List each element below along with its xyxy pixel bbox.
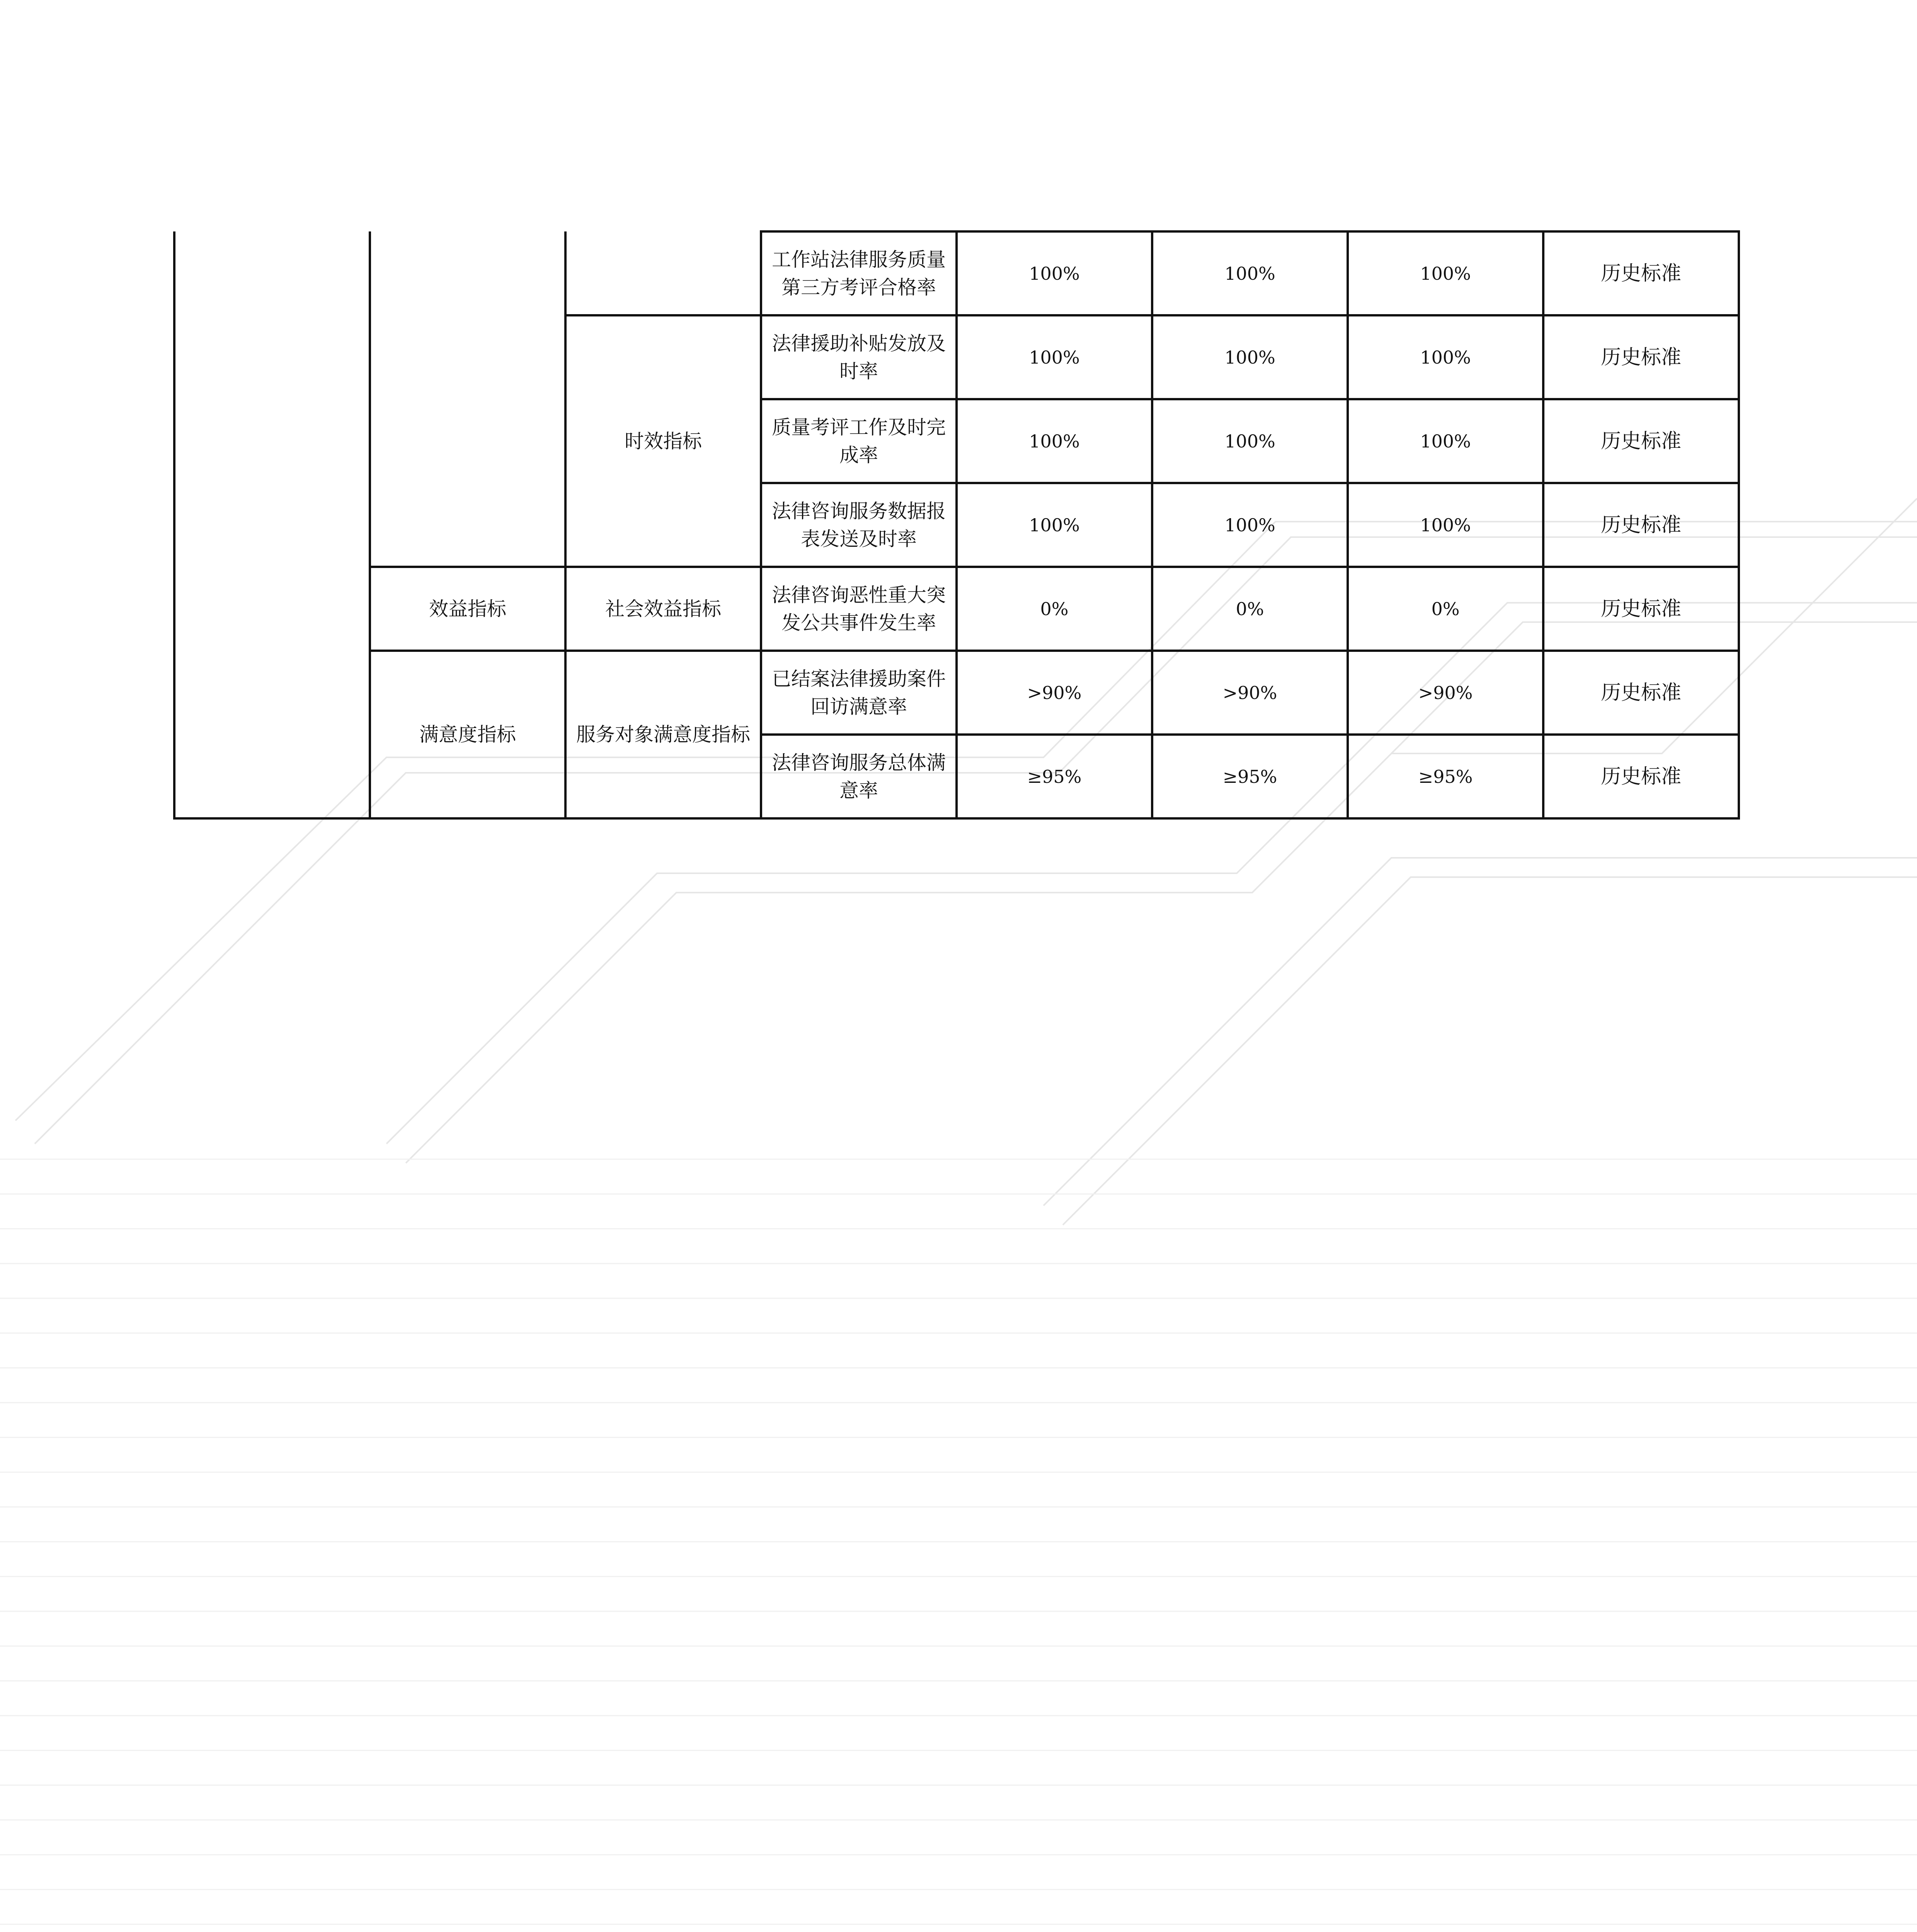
- value-cell: [1348, 483, 1543, 567]
- value-cell: [957, 399, 1152, 483]
- value-cell: [1152, 483, 1348, 567]
- target-value: 100%: [1420, 430, 1471, 452]
- target-value: ≥95%: [1027, 766, 1082, 787]
- value-cell: [1348, 399, 1543, 483]
- standard-cell: [1543, 735, 1739, 818]
- level3-indicator: 服务对象满意度指标: [576, 723, 750, 746]
- indicator-name: 法律咨询服务数据报表发送及时率: [772, 500, 946, 550]
- target-value: 100%: [1029, 514, 1080, 536]
- value-cell: [1348, 735, 1543, 818]
- standard-basis: 历史标准: [1600, 681, 1681, 704]
- value-cell: [1152, 567, 1348, 651]
- level2-indicator: 效益指标: [429, 597, 506, 620]
- performance-indicator-table: [173, 230, 1740, 820]
- value-cell: [1348, 231, 1543, 315]
- level3-cell: [565, 315, 761, 567]
- value-cell: [957, 651, 1152, 735]
- target-value: ≥95%: [1222, 766, 1277, 787]
- indicator-name: 质量考评工作及时完成率: [772, 416, 946, 466]
- table-row: [174, 567, 1739, 651]
- standard-cell: [1543, 315, 1739, 399]
- indicator-name-cell: [761, 315, 957, 399]
- indicator-name-cell: [761, 651, 957, 735]
- value-cell: [1152, 735, 1348, 818]
- value-cell: [1152, 651, 1348, 735]
- target-value: 100%: [1224, 263, 1275, 284]
- standard-cell: [1543, 399, 1739, 483]
- indicator-name: 工作站法律服务质量第三方考评合格率: [772, 248, 946, 299]
- indicator-name: 法律咨询恶性重大突发公共事件发生率: [772, 583, 946, 634]
- target-value: >90%: [1418, 682, 1473, 703]
- standard-cell: [1543, 483, 1739, 567]
- standard-basis: 历史标准: [1600, 429, 1681, 453]
- value-cell: [1348, 315, 1543, 399]
- standard-basis: 历史标准: [1600, 597, 1681, 621]
- value-cell: [957, 567, 1152, 651]
- indicator-name-cell: [761, 735, 957, 818]
- level2-cell: [370, 651, 565, 818]
- level2-indicator: 满意度指标: [419, 723, 516, 746]
- indicator-name-cell: [761, 399, 957, 483]
- indicator-name-cell: [761, 483, 957, 567]
- target-value: 100%: [1420, 263, 1471, 284]
- target-value: ≥95%: [1418, 766, 1473, 787]
- target-value: 100%: [1224, 347, 1275, 368]
- level1-cell: [174, 231, 370, 818]
- level3-cell: [565, 651, 761, 818]
- target-value: >90%: [1027, 682, 1082, 703]
- value-cell: [1152, 399, 1348, 483]
- target-value: 100%: [1420, 514, 1471, 536]
- value-cell: [957, 231, 1152, 315]
- target-value: 100%: [1224, 430, 1275, 452]
- standard-cell: [1543, 567, 1739, 651]
- standard-basis: 历史标准: [1600, 513, 1681, 537]
- level3-indicator: 时效指标: [625, 430, 702, 452]
- standard-basis: 历史标准: [1600, 765, 1681, 788]
- level3-cell: [565, 231, 761, 315]
- table-row: [174, 231, 1739, 315]
- value-cell: [957, 483, 1152, 567]
- target-value: 100%: [1224, 514, 1275, 536]
- target-value: 100%: [1420, 347, 1471, 368]
- target-value: 100%: [1029, 263, 1080, 284]
- standard-cell: [1543, 651, 1739, 735]
- target-value: 0%: [1040, 598, 1069, 619]
- level2-cell: [370, 567, 565, 651]
- target-value: >90%: [1222, 682, 1277, 703]
- level2-cell: [370, 231, 565, 567]
- table-row: [174, 651, 1739, 735]
- target-value: 100%: [1029, 347, 1080, 368]
- value-cell: [957, 735, 1152, 818]
- value-cell: [1348, 567, 1543, 651]
- value-cell: [1348, 651, 1543, 735]
- indicator-name-cell: [761, 567, 957, 651]
- indicator-name: 法律咨询服务总体满意率: [772, 751, 946, 802]
- indicator-name-cell: [761, 231, 957, 315]
- target-value: 0%: [1236, 598, 1264, 619]
- indicator-name: 已结案法律援助案件回访满意率: [772, 667, 946, 718]
- value-cell: [957, 315, 1152, 399]
- standard-basis: 历史标准: [1600, 345, 1681, 369]
- level3-indicator: 社会效益指标: [605, 597, 721, 620]
- target-value: 0%: [1431, 598, 1460, 619]
- value-cell: [1152, 315, 1348, 399]
- level3-cell: [565, 567, 761, 651]
- standard-basis: 历史标准: [1600, 262, 1681, 285]
- indicator-name: 法律援助补贴发放及时率: [772, 332, 946, 383]
- value-cell: [1152, 231, 1348, 315]
- standard-cell: [1543, 231, 1739, 315]
- target-value: 100%: [1029, 430, 1080, 452]
